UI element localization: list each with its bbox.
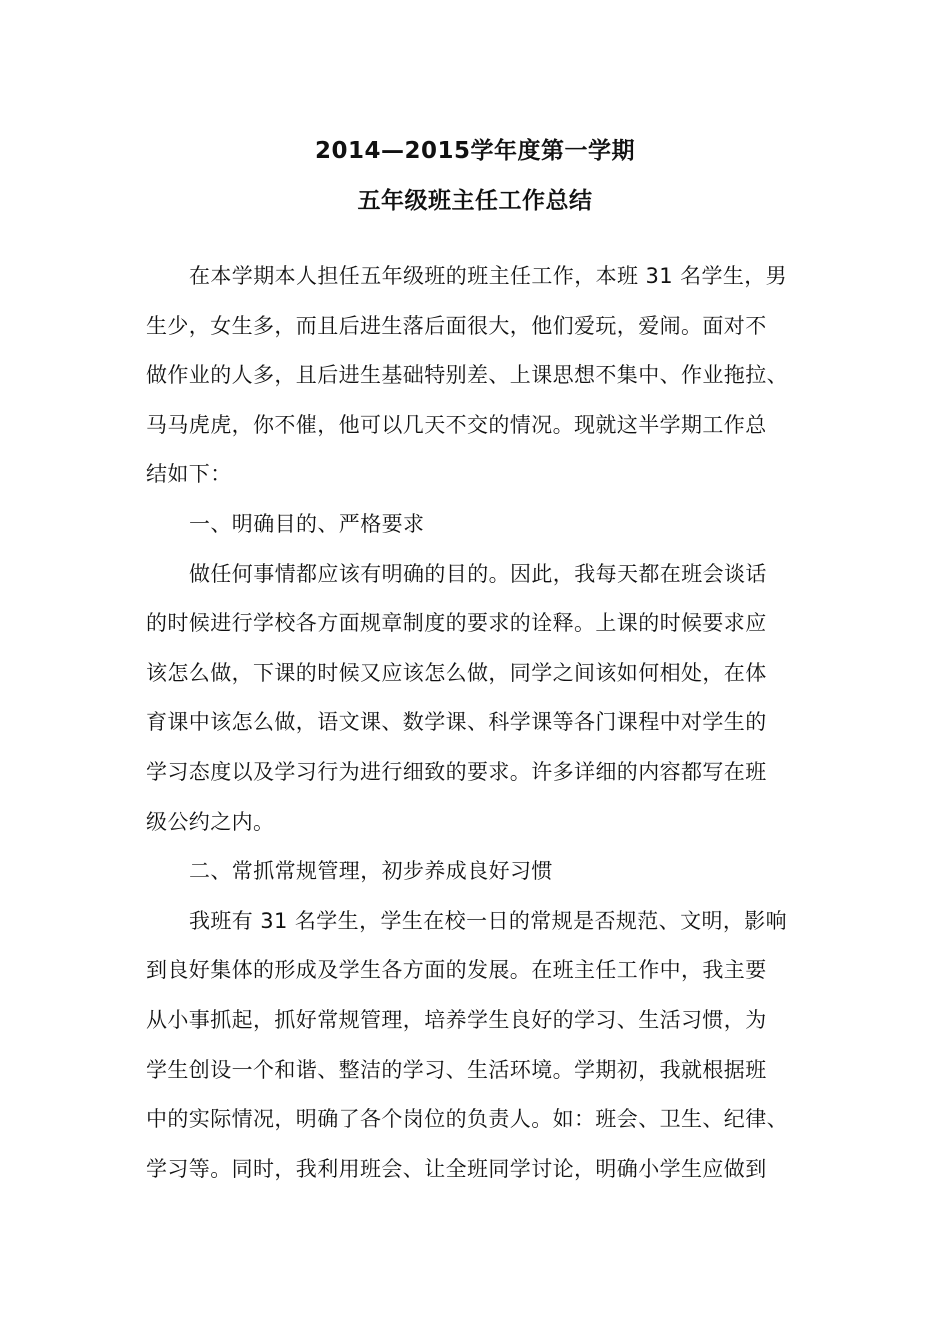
document-title-line-2: 五年级班主任工作总结 — [357, 188, 593, 214]
text-line: 在本学期本人担任五年级班的班主任工作，本班 31 名学生，男 — [189, 264, 788, 288]
text-line: 级公约之内。 — [146, 809, 275, 834]
text-line: 马马虎虎，你不催，他可以几天不交的情况。现就这半学期工作总 — [146, 412, 767, 437]
text-line: 的时候进行学校各方面规章制度的要求的诠释。上课的时候要求应 — [146, 611, 767, 636]
text-line: 二、常抓常规管理，初步养成良好习惯 — [189, 859, 553, 884]
text-line: 一、明确目的、严格要求 — [189, 511, 425, 536]
text-line: 从小事抓起，抓好常规管理，培养学生良好的学习、生活习惯，为 — [146, 1007, 767, 1032]
text-line: 该怎么做，下课的时候又应该怎么做，同学之间该如何相处，在体 — [146, 660, 767, 685]
text-line: 到良好集体的形成及学生各方面的发展。在班主任工作中，我主要 — [146, 958, 767, 983]
text-line: 做作业的人多，且后进生基础特别差、上课思想不集中、作业拖拉、 — [146, 363, 788, 388]
text-line: 做任何事情都应该有明确的目的。因此，我每天都在班会谈话 — [189, 561, 767, 586]
text-line: 育课中该怎么做，语文课、数学课、科学课等各门课程中对学生的 — [146, 710, 767, 735]
text-line: 中的实际情况，明确了各个岗位的负责人。如：班会、卫生、纪律、 — [146, 1107, 788, 1132]
document-body — [146, 256, 826, 1198]
text-line: 生少，女生多，而且后进生落后面很大，他们爱玩，爱闹。面对不 — [146, 313, 767, 338]
text-line: 学生创设一个和谐、整洁的学习、生活环境。学期初，我就根据班 — [146, 1057, 767, 1082]
text-line: 学习态度以及学习行为进行细致的要求。许多详细的内容都写在班 — [146, 759, 767, 784]
text-line: 我班有 31 名学生，学生在校一日的常规是否规范、文明，影响 — [189, 908, 788, 933]
text-line: 学习等。同时，我利用班会、让全班同学讨论，明确小学生应做到 — [146, 1156, 767, 1181]
document-title-line-1: 2014—2015学年度第一学期 — [314, 138, 636, 164]
text-line: 结如下： — [146, 462, 232, 487]
